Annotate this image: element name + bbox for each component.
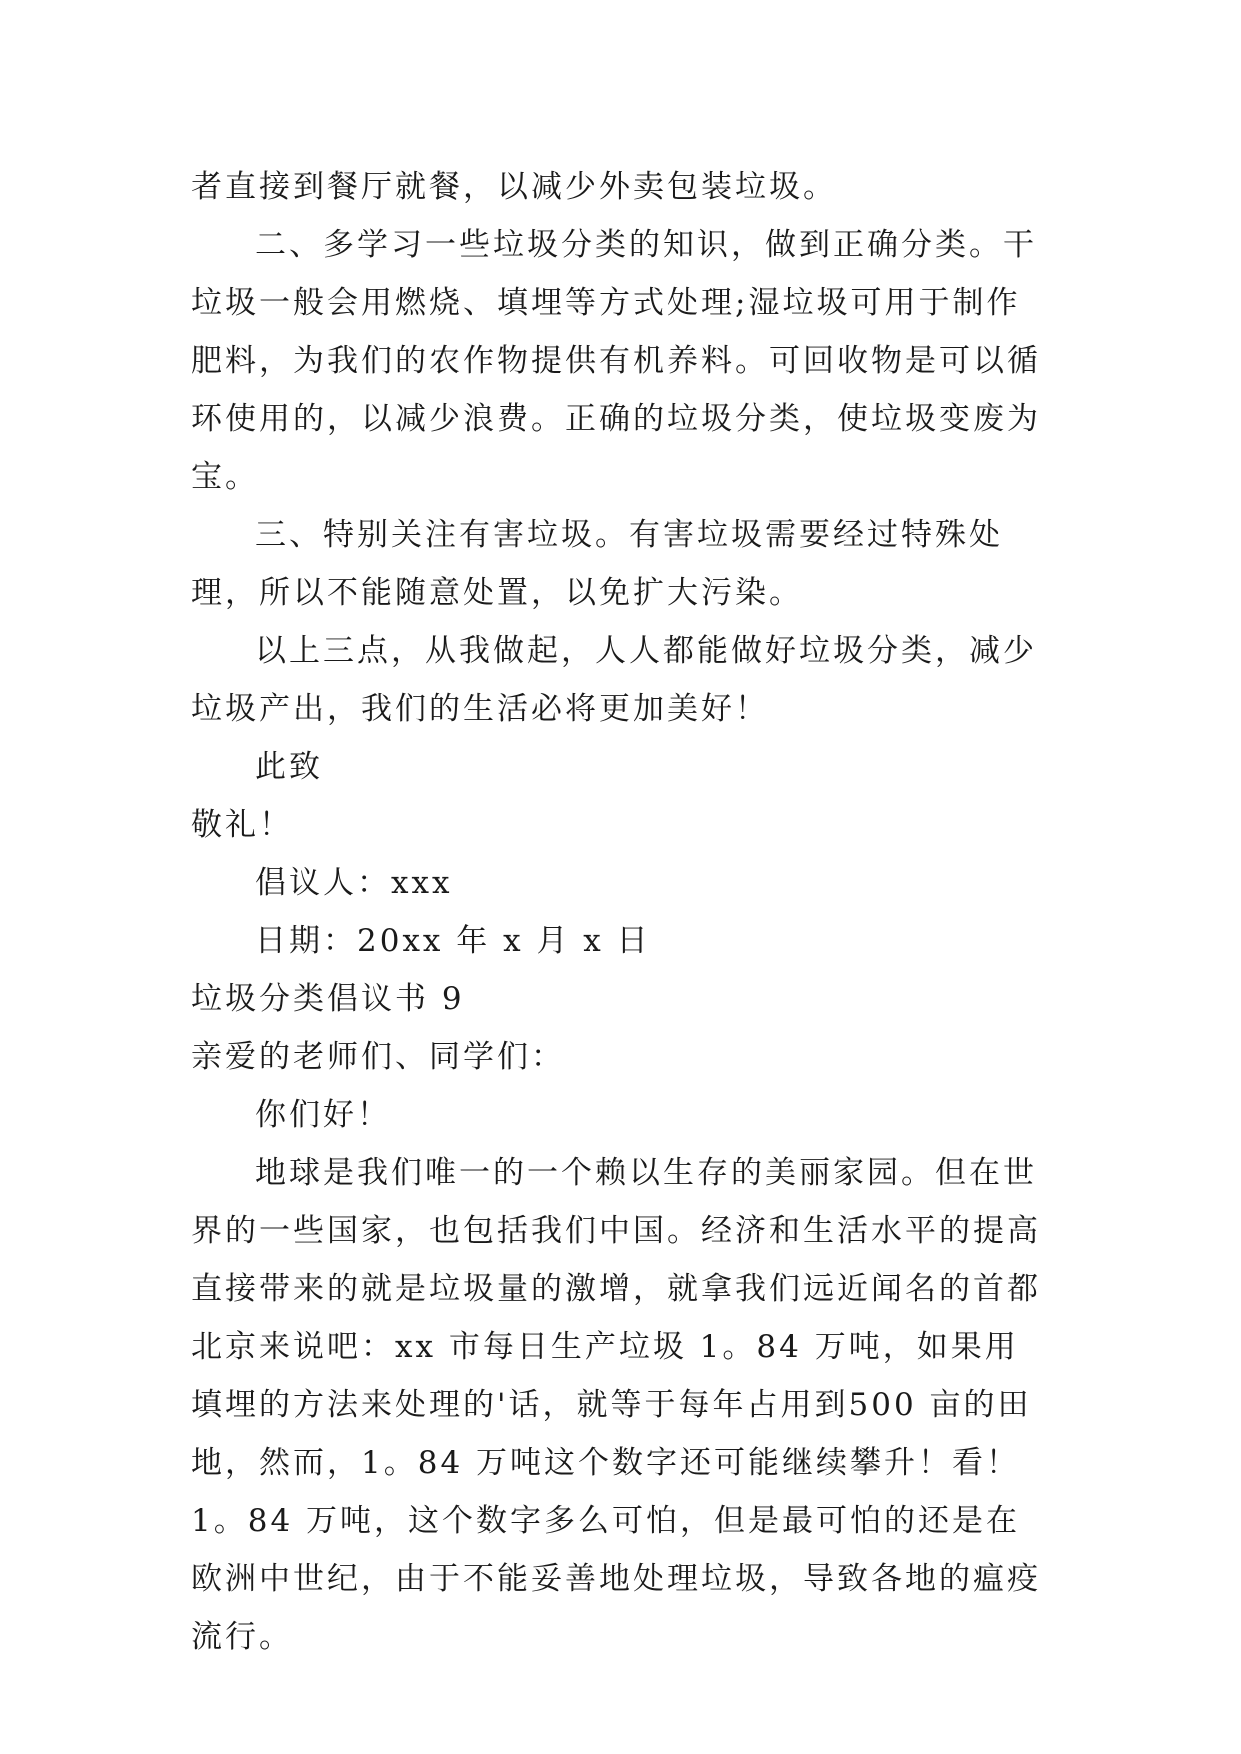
paragraph-point-two: 二、多学习一些垃圾分类的知识，做到正确分类。干垃圾一般会用燃烧、填埋等方式处理;湿垃圾可用于制作肥料，为我们的农作物提供有机养料。可回收物是可以循环使用的，以减少浪费。正确的垃圾分类，使垃圾变废为宝。 — [191, 227, 1041, 495]
closing-salutation: 此致 — [255, 749, 323, 785]
signature-date: 日期：20xx 年 x 月 x 日 — [255, 923, 651, 959]
paragraph-point-three: 三、特别关注有害垃圾。有害垃圾需要经过特殊处理，所以不能随意处置，以免扩大污染。 — [191, 517, 1003, 611]
closing-regards: 敬礼！ — [191, 807, 293, 843]
letter-greeting: 亲爱的老师们、同学们： — [191, 1039, 565, 1075]
signature-proposer: 倡议人：xxx — [255, 865, 453, 901]
letter-hello: 你们好！ — [255, 1097, 391, 1133]
section-title: 垃圾分类倡议书 9 — [191, 981, 465, 1017]
document-body — [191, 158, 1051, 1666]
paragraph-continuation: 者直接到餐厅就餐，以减少外卖包装垃圾。 — [191, 169, 837, 205]
paragraph-body: 地球是我们唯一的一个赖以生存的美丽家园。但在世界的一些国家，也包括我们中国。经济和生活水平的提高直接带来的就是垃圾量的激增，就拿我们远近闻名的首都北京来说吧：xx 市每日生产垃圾 1。84 万吨，如果用填埋的方法来处理的'话，就等于每年占用到500 亩的田地，然而，1。84 万吨这个数字还可能继续攀升！看！1。84 万吨，这个数字多么可怕，但是最可怕的还是在欧洲中世纪，由于不能妥善地处理垃圾，导致各地的瘟疫流行。 — [191, 1155, 1041, 1655]
paragraph-summary: 以上三点，从我做起，人人都能做好垃圾分类，减少垃圾产出，我们的生活必将更加美好！ — [191, 633, 1037, 727]
